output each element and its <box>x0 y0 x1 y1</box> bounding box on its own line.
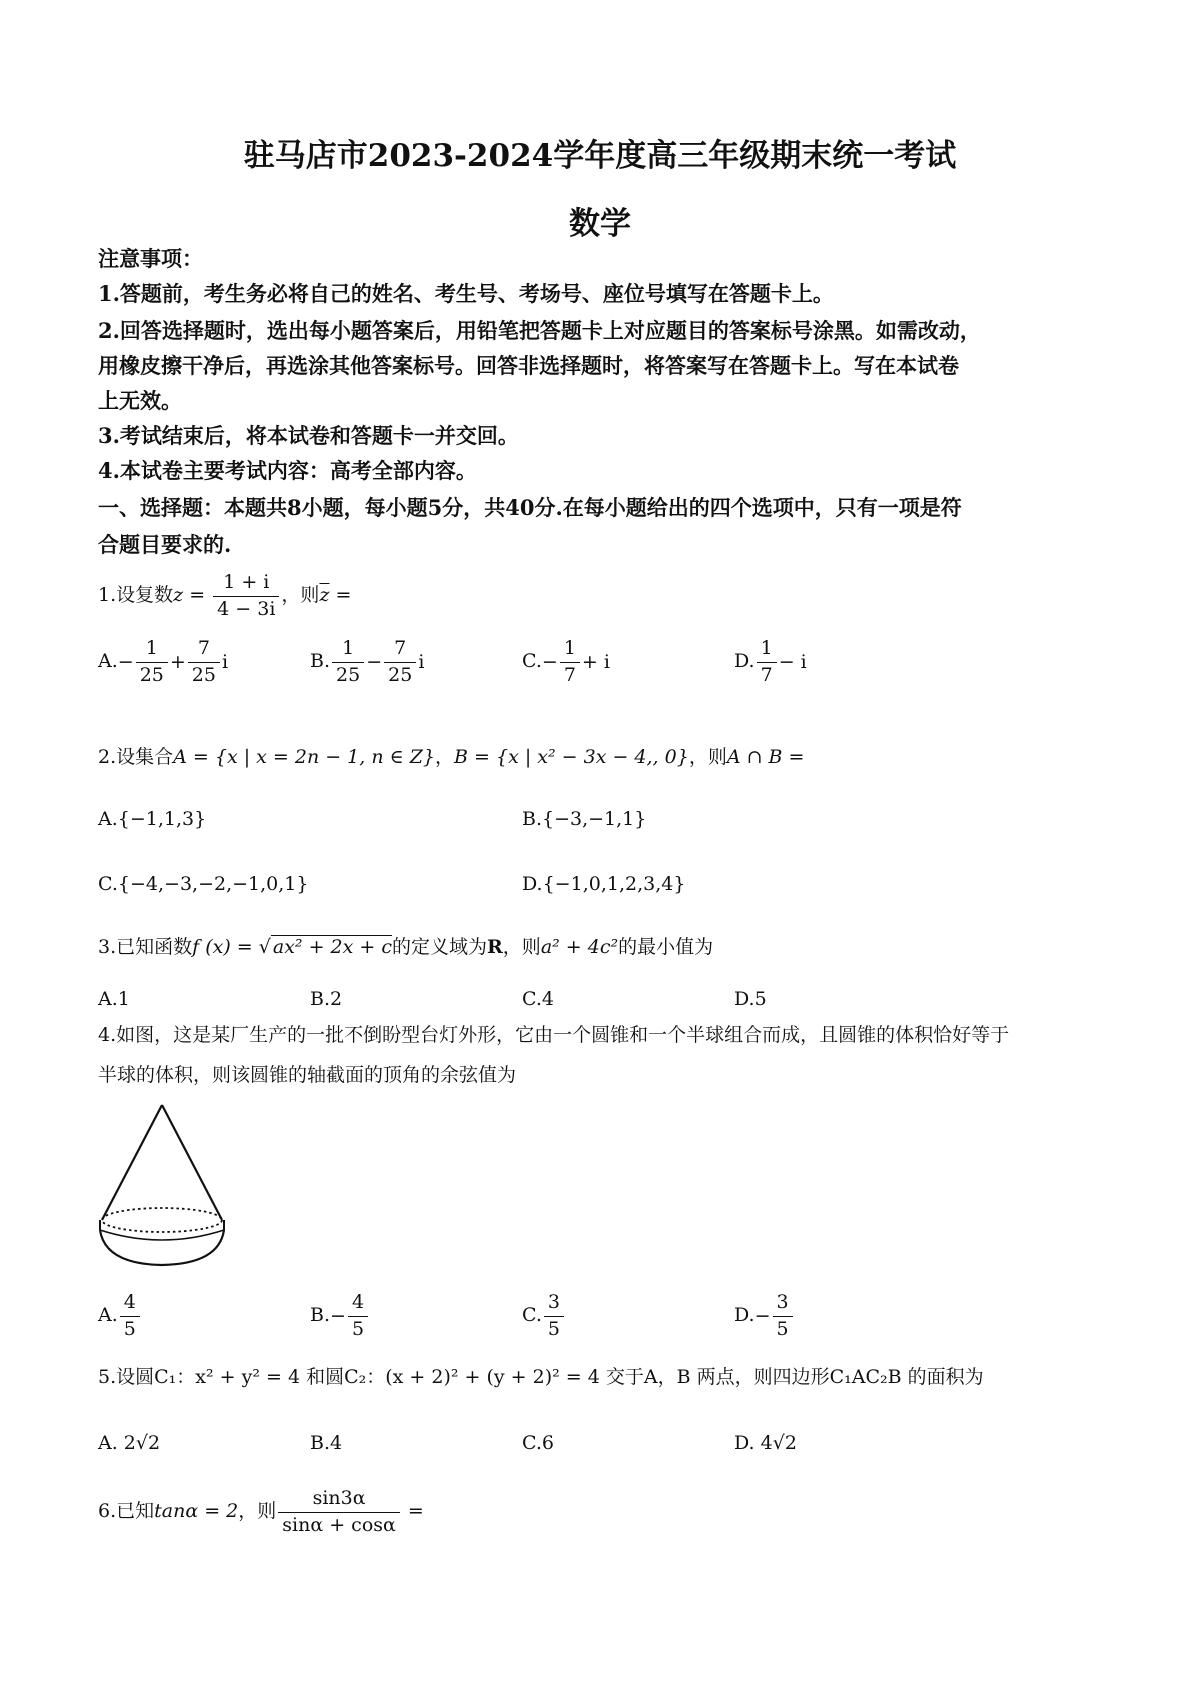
den: 7 <box>563 663 576 686</box>
num: 1 <box>757 636 777 663</box>
note-2b: 用橡皮擦干净后，再选涂其他答案标号。回答非选择题时，将答案写在答题卡上。写在本试卷 <box>98 353 959 378</box>
q4-option-b[interactable] <box>310 1290 370 1342</box>
sign: − <box>117 651 134 674</box>
q3-option-d[interactable]: D.5 <box>734 988 767 1010</box>
fraction <box>188 636 220 688</box>
q2-option-d[interactable]: D.{−1,0,1,2,3,4} <box>522 873 686 895</box>
q1-option-b[interactable] <box>310 636 424 688</box>
fraction <box>332 636 364 688</box>
question-4-line2: 半球的体积，则该圆锥的轴截面的顶角的余弦值为 <box>98 1064 517 1086</box>
q3-option-b[interactable]: B.2 <box>310 988 343 1010</box>
question-1 <box>98 570 351 622</box>
q2-option-a[interactable]: A.{−1,1,3} <box>98 808 207 830</box>
den: 5 <box>123 1317 136 1340</box>
num: 4 <box>120 1290 140 1317</box>
q4-option-c[interactable] <box>522 1290 566 1342</box>
question-3 <box>98 936 713 959</box>
q6-cond: tanα = 2 <box>154 1500 239 1523</box>
subject-title: 数学 <box>569 206 631 242</box>
q1-den: 4 − 3i <box>217 597 276 620</box>
q5-option-d[interactable]: D. 4√2 <box>734 1432 797 1454</box>
option-label: B. <box>310 650 331 673</box>
sign: − <box>754 1305 771 1328</box>
q2-then: ，则 <box>688 746 727 768</box>
op: + <box>169 651 186 674</box>
num: 1 <box>560 636 580 663</box>
fraction <box>773 1290 793 1342</box>
den: 5 <box>351 1317 365 1340</box>
den: 25 <box>139 663 164 686</box>
q3-radicand: ax² + 2x + c <box>272 936 392 958</box>
fraction <box>560 636 580 688</box>
q2-prefix: 2.设集合 <box>98 746 174 768</box>
q5-option-c[interactable]: C.6 <box>522 1432 554 1454</box>
q2-ans: A ∩ B = <box>726 746 805 768</box>
q3-mid: 的定义域为 <box>391 936 487 958</box>
q1-end: = <box>329 584 352 607</box>
option-label: A. <box>98 1304 118 1327</box>
fraction <box>757 636 777 688</box>
num: 7 <box>384 636 416 663</box>
den: 7 <box>760 663 773 686</box>
fraction <box>384 636 416 688</box>
sign: − <box>330 1305 346 1328</box>
question-6 <box>98 1486 424 1538</box>
den: 5 <box>776 1317 789 1340</box>
option-label: D. <box>734 650 755 673</box>
option-label: D. <box>734 1304 755 1327</box>
q1-eq: = <box>183 584 212 607</box>
q6-then: ，则 <box>238 1500 277 1523</box>
fraction <box>136 636 168 688</box>
q1-option-d[interactable] <box>734 636 807 688</box>
note-1: 1.答题前，考生务必将自己的姓名、考生号、考场号、座位号填写在答题卡上。 <box>98 281 834 306</box>
rest: + i <box>581 651 610 674</box>
q1-fraction <box>213 570 279 622</box>
q6-den: sinα + cosα <box>282 1513 396 1536</box>
den: 5 <box>547 1317 560 1340</box>
q6-end: = <box>401 1500 424 1523</box>
op: − <box>366 651 383 674</box>
q1-option-c[interactable] <box>522 636 610 688</box>
fraction <box>544 1290 564 1342</box>
q6-num: sin3α <box>278 1486 400 1513</box>
num: 3 <box>544 1290 564 1317</box>
note-3: 3.考试结束后，将本试卷和答题卡一并交回。 <box>98 423 519 448</box>
num: 1 <box>136 636 168 663</box>
q3-R: R <box>487 936 503 958</box>
q1-num: 1 + i <box>213 570 279 597</box>
cone-hemisphere-figure <box>95 1100 230 1270</box>
q1-var: z <box>173 584 184 607</box>
sqrt-sign: √ <box>258 936 271 958</box>
den: 25 <box>336 663 361 686</box>
section1-line1: 一、选择题：本题共8小题，每小题5分，共40分.在每小题给出的四个选项中，只有一项是符 <box>98 495 962 520</box>
q3-option-c[interactable]: C.4 <box>522 988 554 1010</box>
q2-setA: A = {x | x = 2n − 1, n ∈ Z} <box>173 746 436 768</box>
rest: − i <box>778 651 807 674</box>
q3-func: f (x) = <box>192 936 259 958</box>
q3-prefix: 3.已知函数 <box>98 936 193 958</box>
q1-zbar: $\overline{z}$ <box>319 584 330 607</box>
exam-title: 驻马店市2023-2024学年度高三年级期末统一考试 <box>243 138 957 174</box>
q2-option-c[interactable]: C.{−4,−3,−2,−1,0,1} <box>98 873 309 895</box>
q3-end: 的最小值为 <box>618 936 714 958</box>
question-5: 5.设圆C₁：x² + y² = 4 和圆C₂：(x + 2)² + (y + 2)² = 4 交于A，B 两点，则四边形C₁AC₂B 的面积为 <box>98 1366 984 1388</box>
q3-mid2: ，则 <box>502 936 541 958</box>
den: 25 <box>191 663 216 686</box>
fraction <box>120 1290 140 1342</box>
q1-option-a[interactable] <box>98 636 228 688</box>
q4-option-a[interactable] <box>98 1290 142 1342</box>
option-label: B. <box>310 1304 331 1327</box>
num: 1 <box>332 636 364 663</box>
option-label: C. <box>522 1304 542 1327</box>
fraction <box>348 1290 368 1342</box>
option-label: A. <box>98 650 118 673</box>
q2-setB: B = {x | x² − 3x − 4,, 0} <box>454 746 689 768</box>
q2-option-b[interactable]: B.{−3,−1,1} <box>522 808 647 830</box>
num: 7 <box>188 636 220 663</box>
sign: − <box>541 651 558 674</box>
question-2 <box>98 746 804 769</box>
q6-prefix: 6.已知 <box>98 1500 155 1523</box>
q5-option-a[interactable]: A. 2√2 <box>98 1432 161 1454</box>
num: 3 <box>773 1290 793 1317</box>
num: 4 <box>348 1290 368 1317</box>
q1-then: ，则 <box>281 584 320 607</box>
note-2c: 上无效。 <box>98 388 182 413</box>
q2-comma: ， <box>435 746 455 768</box>
note-4: 4.本试卷主要考试内容：高考全部内容。 <box>98 458 477 483</box>
imag: i <box>221 651 229 674</box>
notes-heading: 注意事项： <box>98 246 203 271</box>
q1-prefix: 1.设复数 <box>98 584 174 607</box>
imag: i <box>418 651 425 674</box>
q5-option-b[interactable]: B.4 <box>310 1432 343 1454</box>
q3-option-a[interactable]: A.1 <box>98 988 130 1010</box>
option-label: C. <box>522 650 542 673</box>
note-2a: 2.回答选择题时，选出每小题答案后，用铅笔把答题卡上对应题目的答案标号涂黑。如需改动， <box>98 318 981 343</box>
q6-fraction <box>278 1486 400 1538</box>
q4-option-d[interactable] <box>734 1290 795 1342</box>
den: 25 <box>388 663 413 686</box>
section1-line2: 合题目要求的. <box>98 532 232 557</box>
question-4-line1: 4.如图，这是某厂生产的一批不倒盼型台灯外形，它由一个圆锥和一个半球组合而成，且圆锥的体积恰好等于 <box>98 1024 1010 1046</box>
q3-expr: a² + 4c² <box>540 936 619 958</box>
